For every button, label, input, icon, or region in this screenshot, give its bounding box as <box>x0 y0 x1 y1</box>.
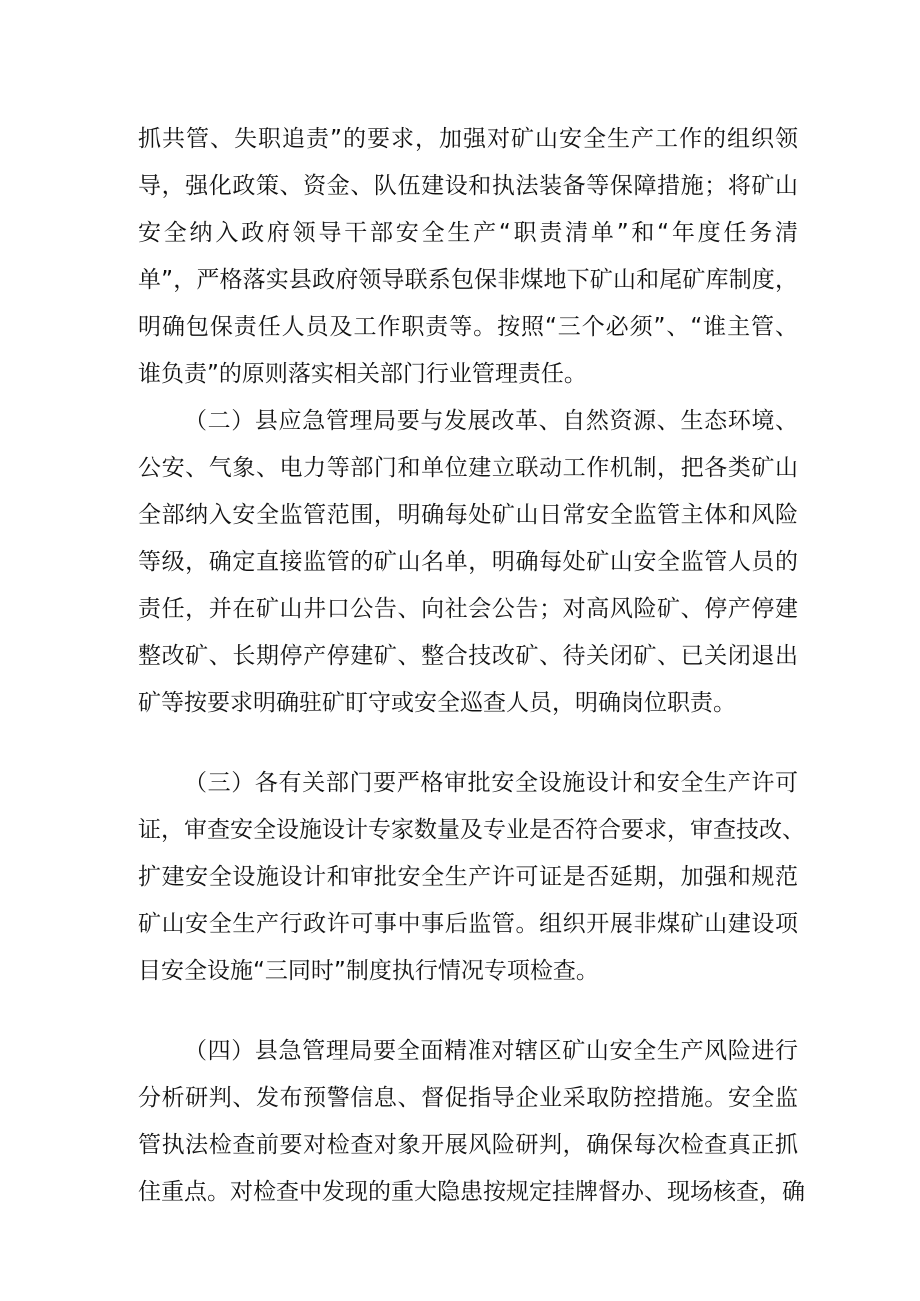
text-line: （四）县急管理局要全面精准对辖区矿山安全生产风险进行 <box>184 1038 798 1064</box>
text-line: 谁负责”的原则落实相关部门行业管理责任。 <box>138 361 587 387</box>
text-line: （二）县应急管理局要与发展改革、自然资源、生态环境、 <box>184 408 798 434</box>
text-line: 安全纳入政府领导干部安全生产“职责清单”和“年度任务清 <box>138 220 798 246</box>
text-line: 明确包保责任人员及工作职责等。按照“三个必须”、“谁主管、 <box>138 314 798 340</box>
text-line: 抓共管、失职追责”的要求，加强对矿山安全生产工作的组织领 <box>138 126 798 152</box>
text-line: （三）各有关部门要严格审批安全设施设计和安全生产许可 <box>184 770 798 796</box>
text-line: 目安全设施“三同时”制度执行情况专项检查。 <box>138 958 599 984</box>
text-line: 公安、气象、电力等部门和单位建立联动工作机制，把各类矿山 <box>138 455 798 481</box>
text-line: 责任，并在矿山井口公告、向社会公告；对高风险矿、停产停建 <box>138 596 798 622</box>
text-line: 矿山安全生产行政许可事中事后监管。组织开展非煤矿山建设项 <box>138 911 798 937</box>
text-line: 住重点。对检查中发现的重大隐患按规定挂牌督办、现场核查，确 <box>138 1179 805 1205</box>
text-line: 矿等按要求明确驻矿盯守或安全巡查人员，明确岗位职责。 <box>138 690 736 716</box>
text-line: 管执法检查前要对检查对象开展风险研判，确保每次检查真正抓 <box>138 1132 798 1158</box>
text-line: 单”，严格落实县政府领导联系包保非煤地下矿山和尾矿库制度， <box>138 267 798 293</box>
text-line: 分析研判、发布预警信息、督促指导企业采取防控措施。安全监 <box>138 1085 798 1111</box>
text-line: 等级，确定直接监管的矿山名单，明确每处矿山安全监管人员的 <box>138 549 798 575</box>
text-line: 导，强化政策、资金、队伍建设和执法装备等保障措施；将矿山 <box>138 173 798 199</box>
text-line: 扩建安全设施设计和审批安全生产许可证是否延期，加强和规范 <box>138 864 798 890</box>
text-line: 整改矿、长期停产停建矿、整合技改矿、待关闭矿、已关闭退出 <box>138 643 798 669</box>
text-line: 全部纳入安全监管范围，明确每处矿山日常安全监管主体和风险 <box>138 502 798 528</box>
text-line: 证，审查安全设施设计专家数量及专业是否符合要求，审查技改、 <box>138 817 805 843</box>
